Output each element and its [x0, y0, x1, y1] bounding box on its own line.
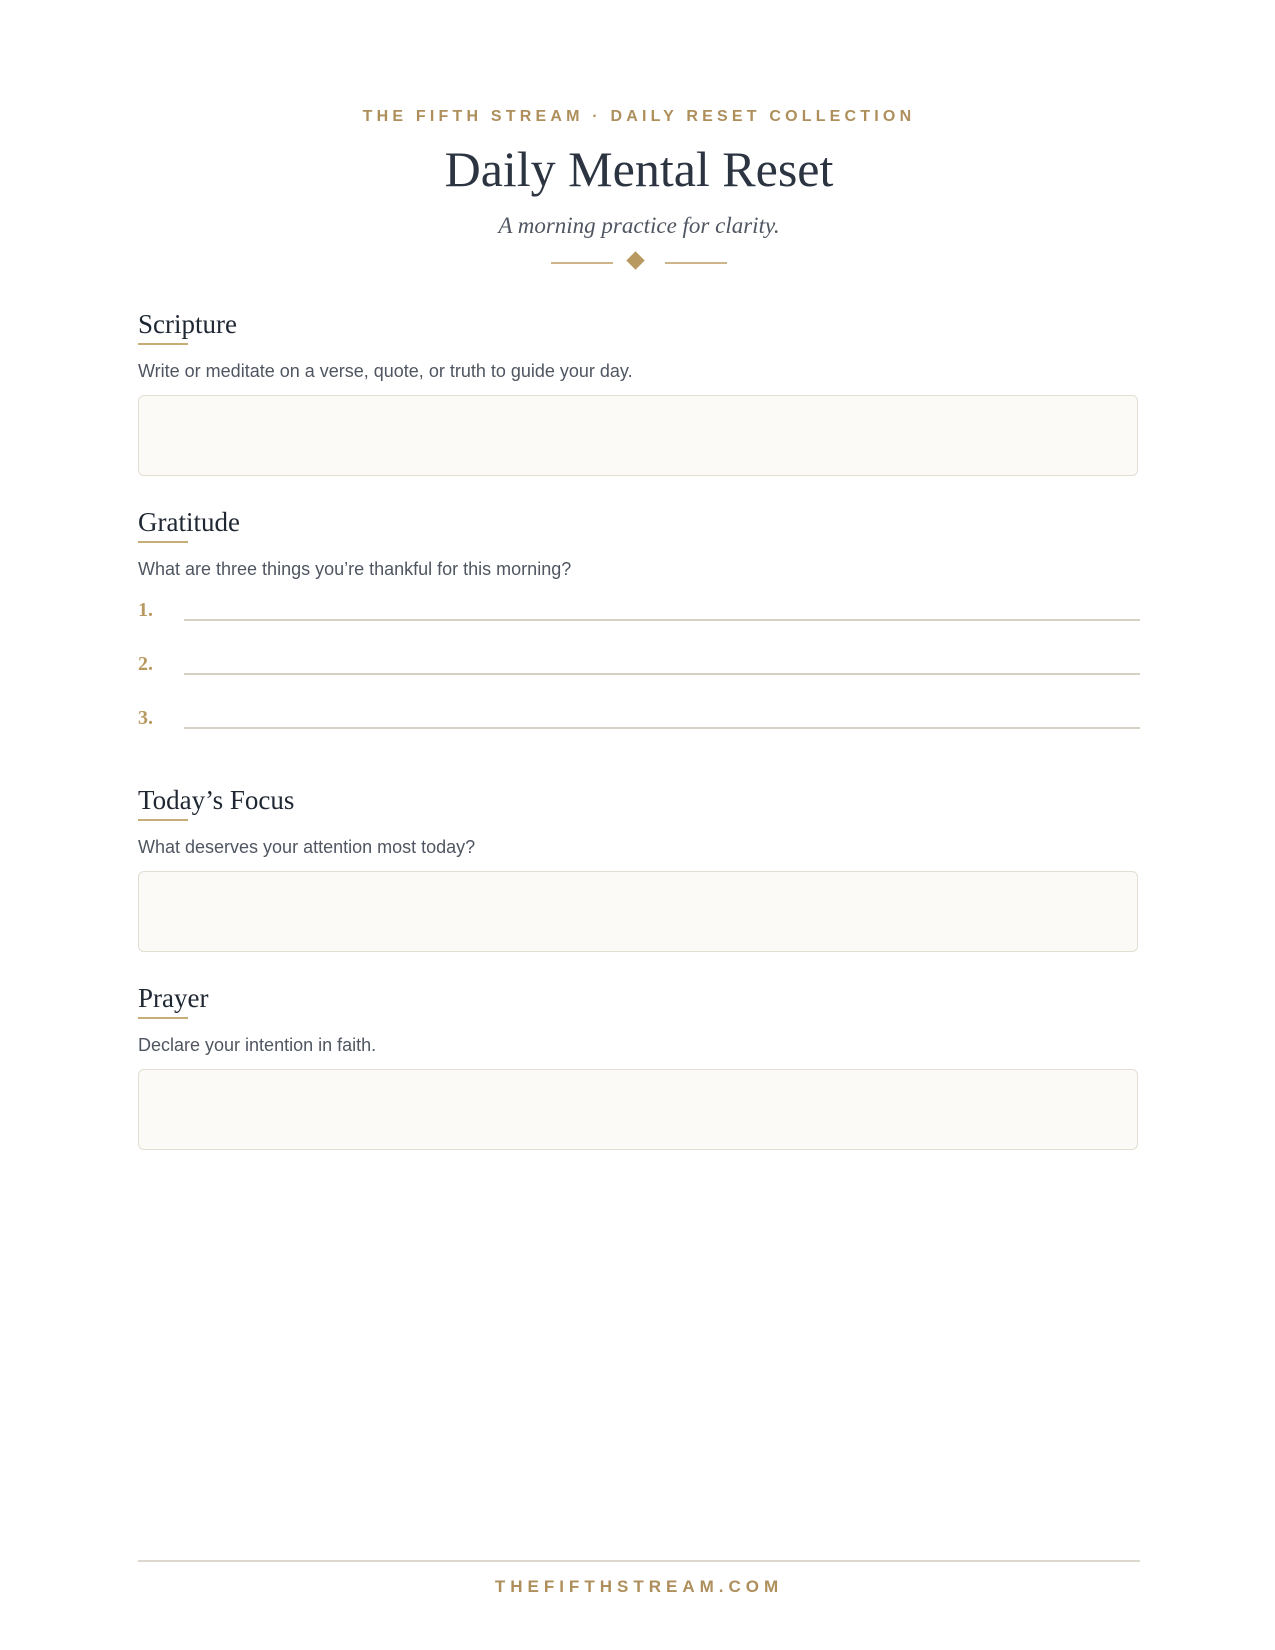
footer-website: THEFIFTHSTREAM.COM — [494, 1577, 784, 1596]
section-underline — [138, 541, 188, 543]
ornament-line-left — [551, 262, 613, 264]
section-prompt: Write or meditate on a verse, quote, or truth to guide your day. — [138, 361, 633, 381]
footer-divider — [138, 1560, 1140, 1562]
gratitude-answer-line[interactable] — [184, 619, 1140, 621]
section-gratitude — [138, 505, 1140, 755]
section-underline — [138, 343, 188, 345]
scripture-answer-field[interactable] — [138, 395, 1138, 476]
gratitude-answer-line[interactable] — [184, 727, 1140, 729]
worksheet-page — [138, 0, 1140, 1650]
section-title: Scripture — [138, 309, 237, 339]
gratitude-list — [138, 593, 1140, 755]
gratitude-answer-line[interactable] — [184, 673, 1140, 675]
section-prayer — [138, 981, 1140, 1150]
section-title: Prayer — [138, 983, 209, 1013]
gratitude-item-number: 3. — [138, 707, 153, 729]
section-prompt: Declare your intention in faith. — [138, 1035, 377, 1055]
page-title: Daily Mental Reset — [444, 141, 834, 197]
diamond-icon — [626, 251, 644, 269]
section-underline — [138, 819, 188, 821]
section-scripture — [138, 307, 1140, 476]
section-prompt: What deserves your attention most today? — [138, 837, 476, 857]
page-subtitle: A morning practice for clarity. — [498, 213, 780, 238]
section-title: Today’s Focus — [138, 785, 295, 815]
section-focus — [138, 783, 1140, 952]
section-title: Gratitude — [138, 507, 240, 537]
focus-answer-field[interactable] — [138, 871, 1138, 952]
section-underline — [138, 1017, 188, 1019]
title-ornament — [138, 253, 1140, 273]
gratitude-item — [138, 701, 1140, 755]
collection-kicker: THE FIFTH STREAM · DAILY RESET COLLECTION — [362, 108, 916, 125]
gratitude-item-number: 1. — [138, 599, 153, 621]
section-prompt: What are three things you’re thankful for this morning? — [138, 559, 572, 579]
gratitude-item-number: 2. — [138, 653, 153, 675]
gratitude-item — [138, 593, 1140, 647]
prayer-answer-field[interactable] — [138, 1069, 1138, 1150]
gratitude-item — [138, 647, 1140, 701]
ornament-line-right — [665, 262, 727, 264]
